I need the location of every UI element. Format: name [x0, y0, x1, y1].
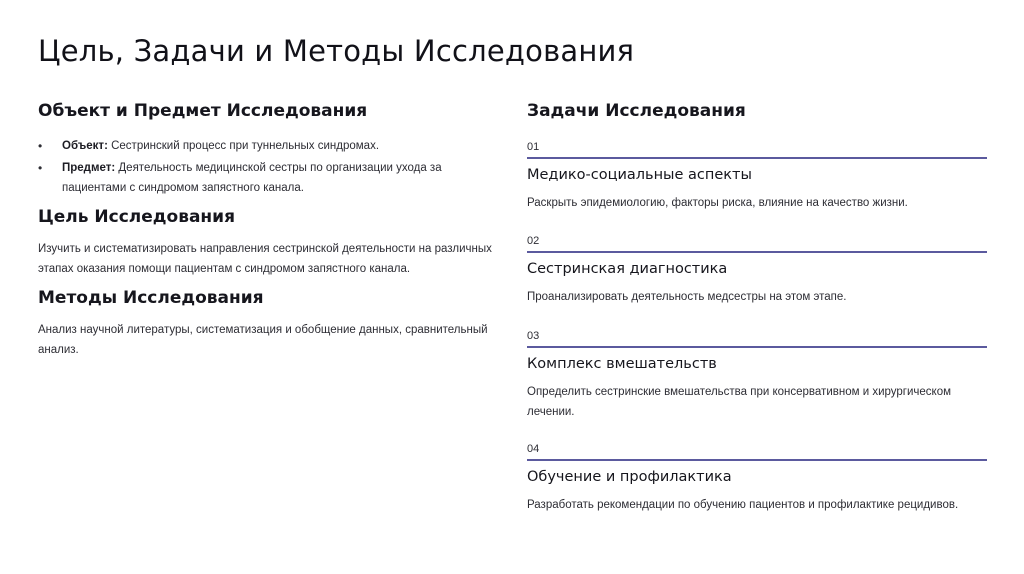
right-column — [527, 101, 987, 511]
task-item-1 — [527, 141, 987, 213]
task-title: Медико-социальные аспекты — [527, 167, 752, 183]
task-title: Комплекс вмешательств — [527, 356, 717, 372]
object-subject-heading: Объект и Предмет Исследования — [38, 101, 368, 121]
bullet-marker: • — [38, 139, 43, 153]
task-item-2 — [527, 235, 987, 307]
task-number: 02 — [527, 235, 540, 247]
methods-text: Анализ научной литературы, систематизация и обобщение данных, сравнительный анализ. — [38, 324, 488, 356]
object-text: Сестринский процесс при туннельных синдромах. — [107, 140, 380, 152]
list-item-object — [38, 136, 508, 156]
bullet-marker: • — [38, 161, 43, 175]
task-divider — [527, 251, 987, 253]
object-label: Объект: — [62, 140, 108, 152]
task-number: 03 — [527, 330, 540, 342]
task-description: Проанализировать деятельность медсестры на этом этапе. — [527, 291, 847, 303]
methods-heading: Методы Исследования — [38, 288, 264, 308]
task-number: 04 — [527, 443, 540, 455]
slide-title: Цель, Задачи и Методы Исследования — [38, 34, 635, 68]
task-number: 01 — [527, 141, 540, 153]
task-divider — [527, 346, 987, 348]
object-subject-section — [38, 101, 508, 198]
task-item-3 — [527, 330, 987, 422]
tasks-heading: Задачи Исследования — [527, 101, 746, 121]
task-divider — [527, 157, 987, 159]
list-item-subject — [38, 158, 508, 198]
goal-heading: Цель Исследования — [38, 207, 235, 227]
subject-text: Деятельность медицинской сестры по организации ухода за пациентами с синдромом запястного канала. — [62, 162, 442, 194]
task-title: Сестринская диагностика — [527, 261, 728, 277]
task-description: Определить сестринские вмешательства при консервативном и хирургическом лечении. — [527, 386, 952, 418]
methods-section — [38, 288, 508, 360]
task-item-4 — [527, 443, 987, 515]
task-title: Обучение и профилактика — [527, 469, 732, 485]
task-divider — [527, 459, 987, 461]
object-subject-list — [38, 136, 508, 198]
goal-text: Изучить и систематизировать направления сестринской деятельности на различных этапах оказания помощи пациентам с синдромом запястного канала. — [38, 243, 492, 275]
left-column — [38, 101, 508, 360]
task-description: Раскрыть эпидемиологию, факторы риска, влияние на качество жизни. — [527, 197, 908, 209]
task-description: Разработать рекомендации по обучению пациентов и профилактике рецидивов. — [527, 499, 959, 511]
subject-label: Предмет: — [62, 162, 116, 174]
goal-section — [38, 207, 508, 279]
